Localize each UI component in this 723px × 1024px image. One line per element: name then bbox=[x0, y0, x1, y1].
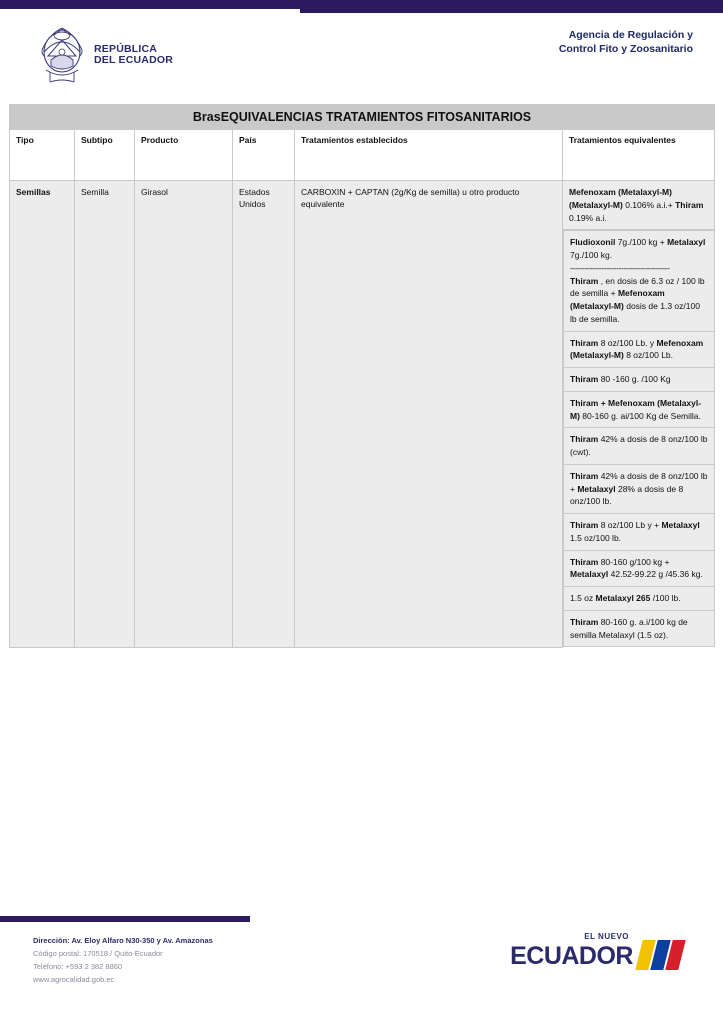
cell-tratamiento-equivalente: Thiram 42% a dosis de 8 onz/100 lb + Metalaxyl 28% a dosis de 8 onz/100 lb. bbox=[564, 464, 715, 513]
column-header-subtipo: Subtipo bbox=[75, 130, 135, 181]
logo-tagline: EL NUEVO bbox=[584, 932, 629, 941]
ecuador-flag-icon bbox=[639, 940, 695, 970]
cell-tratamiento-equivalente: Thiram + Mefenoxam (Metalaxyl-M) 80-160 g. ai/100 Kg de Semilla. bbox=[564, 391, 715, 428]
cell-producto: Girasol bbox=[135, 181, 233, 648]
table-row bbox=[10, 181, 715, 230]
table-title: BrasEQUIVALENCIAS TRATAMIENTOS FITOSANITARIOS bbox=[10, 105, 715, 130]
table-title-row bbox=[10, 105, 715, 130]
equivalente-row bbox=[564, 514, 715, 551]
table-header-row bbox=[10, 130, 715, 181]
column-header-producto: Producto bbox=[135, 130, 233, 181]
top-bar bbox=[0, 0, 723, 9]
column-header-tratamientos-establecidos: Tratamientos establecidos bbox=[295, 130, 563, 181]
cell-subtipo: Semilla bbox=[75, 181, 135, 648]
agency-name bbox=[559, 28, 693, 56]
footer-codigo-postal: Código postal: 170518 / Quito-Ecuador bbox=[33, 949, 163, 959]
column-header-tipo: Tipo bbox=[10, 130, 75, 181]
agency-line-2: Control Fito y Zoosanitario bbox=[558, 43, 693, 56]
document-header bbox=[0, 22, 723, 92]
equivalente-row bbox=[564, 391, 715, 428]
cell-tratamientos-establecidos: CARBOXIN + CAPTAN (2g/Kg de semilla) u otro producto equivalente bbox=[295, 181, 563, 648]
equivalente-row bbox=[564, 550, 715, 587]
cell-tratamiento-equivalente: Fludioxonil 7g./100 kg + Metalaxyl 7g./100 kg. ----------------------------------------- Thiram , en dosis de 6.3 oz / 100 lb de semilla + Mefenoxam (Metalaxyl-M) dosis de 1.3 oz/100 lb de semilla. bbox=[564, 231, 715, 331]
cell-tratamiento-equivalente: 1.5 oz Metalaxyl 265 /100 lb. bbox=[564, 587, 715, 611]
republic-line-1: REPÚBLICA bbox=[94, 42, 158, 55]
republic-line-2: DEL ECUADOR bbox=[94, 54, 174, 66]
equivalente-row bbox=[564, 464, 715, 513]
equivalences-table bbox=[9, 104, 715, 648]
footer-telefono: Teléfono: +593 2 382 8860 bbox=[33, 962, 123, 972]
ecuador-coat-of-arms-icon bbox=[38, 26, 86, 84]
equivalente-row bbox=[564, 610, 715, 647]
ecuador-brand-logo bbox=[495, 932, 695, 982]
cell-pais: Estados Unidos bbox=[233, 181, 295, 648]
document-footer bbox=[0, 930, 723, 1010]
cell-tratamiento-equivalente: Thiram 8 oz/100 Lb. y Mefenoxam (Metalaxyl-M) 8 oz/100 Lb. bbox=[564, 331, 715, 368]
cell-tratamiento-equivalente: Thiram 80 -160 g. /100 Kg bbox=[564, 368, 715, 392]
equivalentes-stack-cell bbox=[563, 230, 715, 648]
republic-branding bbox=[38, 24, 218, 86]
cell-tratamiento-equivalente: Thiram 80-160 g/100 kg + Metalaxyl 42.52-99.22 g /45.36 kg. bbox=[564, 550, 715, 587]
equivalente-row bbox=[564, 368, 715, 392]
cell-tratamiento-equivalente: Mefenoxam (Metalaxyl-M) (Metalaxyl-M) 0.106% a.i.+ Thiram 0.19% a.i. bbox=[563, 181, 715, 230]
cell-tratamiento-equivalente: Thiram 80-160 g. a.i/100 kg de semilla Metalaxyl (1.5 oz). bbox=[564, 610, 715, 647]
equivalente-row bbox=[564, 428, 715, 465]
equivalente-row bbox=[564, 331, 715, 368]
footer-contact bbox=[33, 934, 213, 987]
cell-tipo: Semillas bbox=[10, 181, 75, 648]
column-header-pais: País bbox=[233, 130, 295, 181]
equivalente-row bbox=[564, 231, 715, 331]
republic-label bbox=[94, 44, 173, 67]
footer-accent-bar bbox=[0, 916, 250, 922]
cell-tratamiento-equivalente: Thiram 42% a dosis de 8 onz/100 lb (cwt). bbox=[564, 428, 715, 465]
footer-direccion: Dirección: Av. Eloy Alfaro N30-350 y Av. Amazonas bbox=[33, 936, 213, 945]
equivalences-table-wrap bbox=[9, 104, 714, 648]
equivalentes-subtable bbox=[563, 230, 715, 647]
cell-tratamiento-equivalente: Thiram 8 oz/100 Lb y + Metalaxyl 1.5 oz/100 lb. bbox=[564, 514, 715, 551]
equivalente-row bbox=[564, 587, 715, 611]
logo-wordmark: ECUADOR bbox=[510, 942, 633, 970]
top-bar-accent bbox=[300, 9, 723, 13]
agency-line-1: Agencia de Regulación y bbox=[568, 29, 693, 41]
column-header-tratamientos-equivalentes: Tratamientos equivalentes bbox=[563, 130, 715, 181]
footer-web[interactable]: www.agrocalidad.gob.ec bbox=[33, 975, 115, 985]
